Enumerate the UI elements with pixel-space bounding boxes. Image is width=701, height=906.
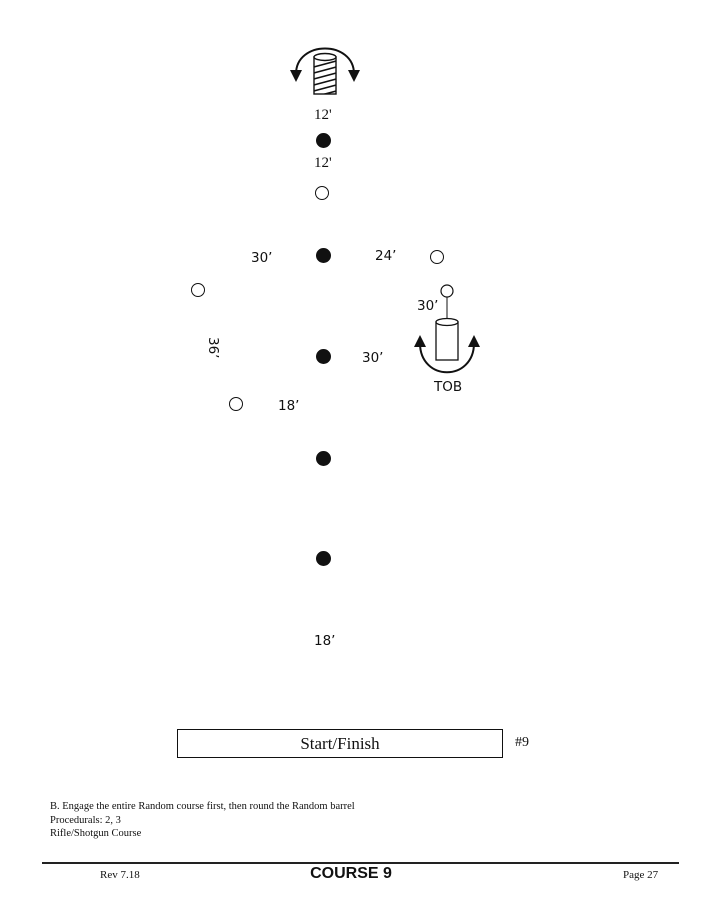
note-line: Procedurals: 2, 3 xyxy=(50,814,121,826)
note-line: B. Engage the entire Random course first, then round the Random barrel xyxy=(50,801,355,812)
course-notes xyxy=(50,800,355,841)
tob-arrowhead-right-icon xyxy=(468,335,480,347)
distance-label: 12' xyxy=(314,155,332,171)
note-line: Rifle/Shotgun Course xyxy=(50,828,142,839)
random-barrel-icon xyxy=(310,54,340,99)
target-marker-open xyxy=(430,250,444,264)
distance-label: 30’ xyxy=(417,298,439,314)
distance-label: 18’ xyxy=(314,633,336,649)
arrowhead-left-icon xyxy=(290,70,302,82)
page-number: Page 27 xyxy=(623,869,659,881)
start-finish-label: Start/Finish xyxy=(300,733,380,753)
target-marker-filled xyxy=(316,133,331,148)
tob-label: TOB xyxy=(434,379,463,395)
arrowhead-right-icon xyxy=(348,70,360,82)
tob-arrowhead-left-icon xyxy=(414,335,426,347)
distance-label: 30’ xyxy=(362,350,384,366)
distance-label: 24’ xyxy=(375,248,397,264)
target-marker-open xyxy=(191,283,205,297)
target-marker-filled xyxy=(316,349,331,364)
course-title: COURSE 9 xyxy=(310,865,392,882)
footer-divider xyxy=(42,862,679,864)
distance-label: 18’ xyxy=(278,398,300,414)
revision-label: Rev 7.18 xyxy=(100,869,140,881)
target-marker-filled xyxy=(316,248,331,263)
distance-label: 36’ xyxy=(205,337,221,359)
pattern-number: #9 xyxy=(515,735,529,750)
start-finish-box xyxy=(177,729,503,758)
target-marker-filled xyxy=(316,551,331,566)
target-marker-open xyxy=(315,186,329,200)
target-marker-filled xyxy=(316,451,331,466)
distance-label: 12' xyxy=(314,107,332,123)
distance-label: 30’ xyxy=(251,250,273,266)
target-marker-open xyxy=(229,397,243,411)
tob-barrel-icon xyxy=(436,285,458,360)
